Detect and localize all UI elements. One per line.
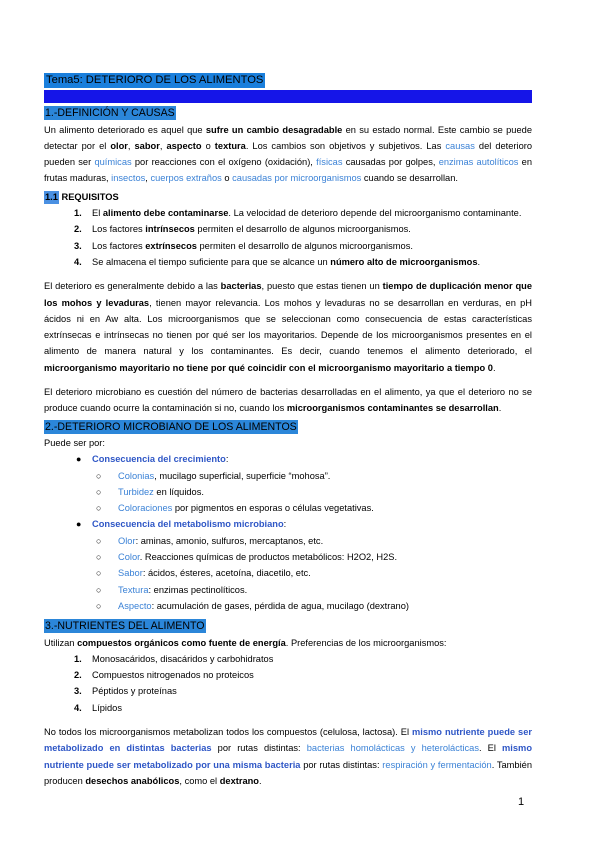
section-heading-3: 3.-NUTRIENTES DEL ALIMENTO <box>45 620 205 633</box>
circle-bullet-icon: ○ <box>96 584 102 595</box>
list-item: 4. Se almacena el tiempo suficiente para que se alcance un número alto de microorganismos. <box>74 256 481 267</box>
list-item: ● Consecuencia del crecimiento: ○ Colonias, mucilago superficial, superficie “mohosa”. ○ Turbidez en líquidos. ○ Coloraciones por pigmentos en esporas o células vegetativas. <box>44 451 532 516</box>
bullet-icon: ● <box>76 454 82 465</box>
list-item: ○ Textura: enzimas pectinolíticos. <box>92 582 532 598</box>
s1-paragraph-1: Un alimento deteriorado es aquel que sufre un cambio desagradable en su estado normal. Este cambio se puede detectar por el olor, sabor, aspecto o textura. Los cambios son objetivos y subjetivos. Las causas del deterioro pueden ser químicas por reacciones con el oxígeno (oxidación), físicas causadas por golpes, enzimas autolíticos en frutas maduras, insectos, cuerpos extraños o causadas por microorganismos cuando se desarrollan. <box>44 124 533 184</box>
subsection-requisitos-heading: 1.1 REQUISITOS <box>45 191 119 202</box>
section-heading-1: 1.-DEFINICIÓN Y CAUSAS <box>45 107 175 120</box>
circle-bullet-icon: ○ <box>96 486 102 497</box>
list-item: 3. Los factores extrínsecos permiten el desarrollo de algunos microorganismos. <box>74 240 413 251</box>
list-item: ○ Color. Reacciones químicas de productos metabólicos: H2O2, H2S. <box>92 549 532 565</box>
requisitos-list <box>44 205 532 270</box>
document-title: Tema5: DETERIORO DE LOS ALIMENTOS <box>46 74 264 86</box>
title-rule-bar <box>44 90 532 103</box>
circle-bullet-icon: ○ <box>96 600 102 611</box>
list-item: ○ Turbidez en líquidos. <box>92 484 532 500</box>
s3-intro: Utilizan compuestos orgánicos como fuente de energía. Preferencias de los microorganismos: <box>44 637 447 648</box>
list-item: 2. Los factores intrínsecos permiten el desarrollo de algunos microorganismos. <box>74 224 411 235</box>
s2-intro: Puede ser por: <box>44 437 105 448</box>
list-item: ○ Colonias, mucilago superficial, superficie “mohosa”. <box>92 468 532 484</box>
page-number: 1 <box>518 796 525 808</box>
circle-bullet-icon: ○ <box>96 552 102 563</box>
list-item: 2. Compuestos nitrogenados no proteicos <box>74 670 254 681</box>
circle-bullet-icon: ○ <box>96 535 102 546</box>
bullet-icon: ● <box>76 519 82 530</box>
list-item: ○ Coloraciones por pigmentos en esporas o células vegetativas. <box>92 500 532 516</box>
s3-paragraph-1: No todos los microorganismos metabolizan todos los compuestos (celulosa, lactosa). El mismo nutriente puede ser metabolizado en distintas bacterias por rutas distintas: bacterias homolácticas y heterolácticas. El mismo nutriente puede ser metabolizado por una misma bacteria por rutas distintas: respiración y fermentación. También producen desechos anabólicos, como el dextrano. <box>44 726 533 786</box>
circle-bullet-icon: ○ <box>96 470 102 481</box>
list-item: 1. Monosacáridos, disacáridos y carbohidratos <box>74 653 274 664</box>
s1-paragraph-2: El deterioro es generalmente debido a las bacterias, puesto que estas tienen un tiempo de duplicación menor que los mohos y levaduras, tienen mayor relevancia. Los mohos y levaduras no se desarrollan en verduras, en pH ácidos ni en Aw alta. Los microorganismos que se seleccionan como consecuencia de estas características extrínsecas e intrínsecas no tienen por qué ser los mayoritarios. Depende de los microorganismos presentes en el alimento de manera natural y los contaminantes. Es decir, cuando tenemos el alimento deteriorado, el microorganismo mayoritario no tiene por qué coincidir con el microorganismo mayoritario a tiempo 0. <box>44 281 532 373</box>
list-item: ● Consecuencia del metabolismo microbiano: ○ Olor: aminas, amonio, sulfuros, mercaptanos, etc. ○ Color. Reacciones químicas de productos metabólicos: H2O2, H2S. ○ Sabor: ácidos, ésteres, acetoína, diacetilo, etc. ○ Textura: enzimas pectinolíticos. ○ Aspecto: acumulación de gases, pérdida de agua, mucilago (dextrano) <box>44 516 532 614</box>
deterioro-list <box>44 451 532 614</box>
list-item: ○ Aspecto: acumulación de gases, pérdida de agua, mucilago (dextrano) <box>92 598 532 614</box>
list-item: ○ Olor: aminas, amonio, sulfuros, mercaptanos, etc. <box>92 533 532 549</box>
circle-bullet-icon: ○ <box>96 503 102 514</box>
section-heading-2: 2.-DETERIORO MICROBIANO DE LOS ALIMENTOS <box>45 420 297 433</box>
list-item: ○ Sabor: ácidos, ésteres, acetoína, diacetilo, etc. <box>92 565 532 581</box>
nutrientes-list <box>44 651 532 716</box>
circle-bullet-icon: ○ <box>96 568 102 579</box>
document-body <box>44 72 532 789</box>
list-item: 1. El alimento debe contaminarse. La velocidad de deterioro depende del microorganismo contaminante. <box>74 208 522 219</box>
list-item: 3. Péptidos y proteínas <box>74 686 177 697</box>
s1-paragraph-3: El deterioro microbiano es cuestión del número de bacterias desarrolladas en el alimento, ya que el deterioro no se produce cuando ocurre la contaminación si no, cuando los microorganismos contaminantes se desarrollan. <box>44 387 532 414</box>
list-item: 4. Lípidos <box>74 702 122 713</box>
